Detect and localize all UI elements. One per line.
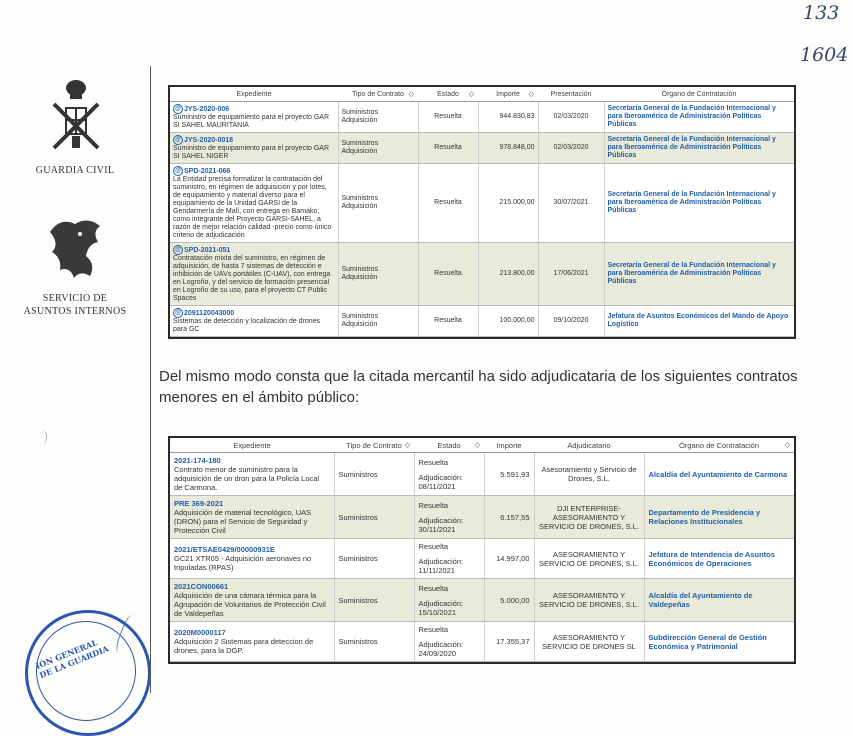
- cell-importe: 215.000,00: [478, 164, 538, 243]
- cell-tipo: Suministros: [334, 496, 414, 539]
- col-header-organo[interactable]: Órgano de Contratación: [604, 87, 794, 102]
- expediente-code: SPD-2021-066: [184, 167, 231, 175]
- col-header-tipo[interactable]: Tipo de Contrato ◇: [338, 87, 418, 102]
- cell-organo-link[interactable]: Jefatura de Asuntos Económicos del Mando de Apoyo Logístico: [604, 306, 794, 337]
- expediente-code-link[interactable]: [173, 135, 335, 145]
- estado-value: Resuelta: [418, 583, 449, 593]
- adjudicacion-label: Adjudicación:: [418, 472, 464, 482]
- table-row: [170, 243, 794, 306]
- sort-icon[interactable]: ◇: [468, 91, 474, 98]
- expediente-description: La Entidad precisa formalizar la contratación del suministro, en régimen de adquisición y por lotes, de equipamiento y material diverso para el equipamiento de la Unidad GARSI de la Gendarmería de Malí, con entrega en Bamako, como integrante del Proyecto GARSI-SAHEL, a razón de mejor relación calidad -precio como único criterio de adjudicación: [173, 176, 332, 239]
- cell-estado: Resuelta: [418, 243, 478, 306]
- cell-importe: 978.848,00: [478, 133, 538, 164]
- cell-organo-link[interactable]: Secretaría General de la Fundación Internacional y para Iberoamérica de Administración Políticas Públicas: [604, 133, 794, 164]
- handwritten-number-top: 133: [803, 2, 840, 24]
- table-row: [170, 579, 794, 622]
- cell-tipo: Suministros: [334, 539, 414, 579]
- cell-organo-link[interactable]: Subdirección General de Gestión Económica y Patrimonial: [644, 622, 794, 662]
- cell-organo-link[interactable]: Alcaldía del Ayuntamiento de Valdepeñas: [644, 579, 794, 622]
- cell-organo-link[interactable]: Departamento de Presidencia y Relaciones Institucionales: [644, 496, 794, 539]
- org-name-guardia-civil: GUARDIA CIVIL: [35, 165, 115, 176]
- cell-tipo: Suministros Adquisición: [338, 243, 418, 306]
- col-header-expediente[interactable]: Expediente: [170, 87, 338, 102]
- cell-expediente: [170, 306, 338, 337]
- adjudicacion-date: 30/11/2021: [418, 524, 456, 534]
- expediente-code-link[interactable]: 2021CON00661: [174, 582, 229, 591]
- cell-importe: 5.000,00: [484, 579, 534, 622]
- dragon-emblem-icon: [40, 212, 110, 282]
- expediente-code-link[interactable]: [173, 104, 335, 114]
- table-row: [170, 133, 794, 164]
- cell-estado: [414, 622, 484, 662]
- expediente-description: GC21 XTR05 - Adquisición aeronaves no tripuladas (RPAS): [174, 554, 312, 572]
- col-header-estado[interactable]: Estado ◇: [418, 87, 478, 102]
- cell-organo-link[interactable]: Secretaría General de la Fundación Internacional y para Iberoamérica de Administración Políticas Públicas: [604, 243, 794, 306]
- cell-tipo: Suministros Adquisición: [338, 102, 418, 133]
- adjudicacion-label: Adjudicación:: [418, 557, 464, 566]
- estado-value: Resuelta: [418, 542, 449, 551]
- table-row: [170, 306, 794, 337]
- cell-estado: [414, 496, 484, 539]
- cell-organo-link[interactable]: Secretaría General de la Fundación Internacional y para Iberoamérica de Administración Políticas Públicas: [604, 102, 794, 133]
- margin-mark: [38, 430, 47, 444]
- cell-tipo: Suministros Adquisición: [338, 133, 418, 164]
- stamp-text: IÓN GENERAL DE LA GUARDIA: [34, 637, 111, 681]
- cell-tipo: Suministros: [334, 622, 414, 662]
- cell-estado: [414, 579, 484, 622]
- expediente-description: Adquisición de material tecnológico, UAS (DRON) para el Servicio de Seguridad y Protección Civil: [174, 508, 312, 535]
- col-header-organo[interactable]: Órgano de Contratación ◇: [644, 438, 794, 453]
- expediente-description: Contrato menor de suministro para la adquisición de un dron para la Policía Local de Carmona.: [174, 465, 320, 492]
- cell-tipo: Suministros: [334, 579, 414, 622]
- adjudicacion-label: Adjudicación:: [418, 640, 464, 649]
- expediente-code-link[interactable]: [173, 308, 335, 318]
- expediente-code-link[interactable]: [173, 166, 335, 176]
- col-header-importe[interactable]: Importe ◇: [478, 87, 538, 102]
- expediente-code-link[interactable]: 2021/ETSAE0429/00000931E: [174, 545, 275, 554]
- adjudicacion-date: 08/11/2021: [418, 481, 456, 491]
- adjudicacion-date: 15/10/2021: [418, 607, 457, 617]
- cell-organo-link[interactable]: Alcaldía del Ayuntamiento de Carmona: [644, 453, 794, 496]
- cell-expediente: [170, 164, 338, 243]
- body-paragraph: Del mismo modo consta que la citada mercantil ha sido adjudicataria de los siguientes contratos menores en el ámbito público:: [159, 368, 798, 406]
- table-header-row: [170, 438, 794, 453]
- adjudicacion-date: 24/09/2020: [418, 649, 457, 658]
- expediente-description: Suministro de equipamiento para el proyecto GAR SI SAHEL NIGER: [173, 145, 330, 160]
- sort-icon[interactable]: ◇: [474, 442, 480, 449]
- globe-icon: @: [173, 166, 183, 176]
- cell-adjudicatario: Asesoramiento y Servicio de Drones, S.L.: [534, 453, 644, 496]
- table-row: [170, 622, 794, 662]
- estado-value: Resuelta: [418, 500, 449, 510]
- expediente-code: JYS-2020-006: [184, 105, 230, 113]
- expediente-code-link[interactable]: PRE 369-2021: [174, 499, 224, 508]
- guardia-civil-emblem-icon: [48, 78, 104, 154]
- expediente-description: Contratación mixta del suministro, en régimen de adquisición, de hasta 7 sistemas de detección e inhibición de UAVs portátiles (C-UAV), con entrega en Logroño, y del servicio de formación presencial en Logroño de su uso, para el proyecto CT Public Spaces: [173, 255, 331, 302]
- cell-adjudicatario: ASESORAMIENTO Y SERVICIO DE DRONES, S.L.: [534, 579, 644, 622]
- col-header-importe[interactable]: Importe: [484, 438, 534, 453]
- sort-icon[interactable]: ◇: [404, 442, 410, 449]
- expediente-description: Adquisición 2 Sistemas para deteccion de drones, para la DGP.: [174, 637, 314, 655]
- cell-presentacion: 30/07/2021: [538, 164, 604, 243]
- cell-adjudicatario: DJI ENTERPRISE-ASESORAMIENTO Y SERVICIO DE DRONES, S.L.: [534, 496, 644, 539]
- expediente-code-link[interactable]: 2020M0000117: [174, 628, 226, 637]
- sort-icon[interactable]: ◇: [784, 442, 790, 449]
- cell-estado: Resuelta: [418, 102, 478, 133]
- estado-value: Resuelta: [418, 625, 449, 634]
- org-name-asuntos-internos-1: SERVICIO DE: [42, 293, 108, 304]
- sidebar: [0, 0, 150, 693]
- cell-importe: 14.997,00: [484, 539, 534, 579]
- table-row: [170, 102, 794, 133]
- expediente-code: JYS-2020-0018: [184, 136, 234, 144]
- cell-importe: 6.157,55: [484, 496, 534, 539]
- cell-organo-link[interactable]: Jefatura de Intendencia de Asuntos Económicos de Operaciones: [644, 539, 794, 579]
- cell-estado: Resuelta: [418, 133, 478, 164]
- cell-importe: 213.800,00: [478, 243, 538, 306]
- cell-estado: Resuelta: [418, 306, 478, 337]
- sort-icon[interactable]: ◇: [528, 91, 534, 98]
- cell-expediente: [170, 243, 338, 306]
- cell-organo-link[interactable]: Secretaría General de la Fundación Internacional y para Iberoamérica de Administración Políticas Públicas: [604, 164, 794, 243]
- cell-presentacion: 02/03/2020: [538, 102, 604, 133]
- col-header-expediente[interactable]: Expediente: [170, 438, 334, 453]
- cell-presentacion: 02/03/2020: [538, 133, 604, 164]
- org-name-asuntos-internos-2: ASUNTOS INTERNOS: [23, 306, 127, 317]
- sort-icon[interactable]: ◇: [408, 91, 414, 98]
- cell-expediente: [170, 453, 334, 496]
- cell-expediente: [170, 539, 334, 579]
- adjudicacion-label: Adjudicación:: [418, 515, 464, 525]
- expediente-code-link[interactable]: [173, 245, 335, 255]
- cell-importe: 17.355,37: [484, 622, 534, 662]
- cell-importe: 5.591,93: [484, 453, 534, 496]
- expediente-code-link[interactable]: 2021-174-180: [174, 456, 221, 465]
- expediente-code: SPD-2021-051: [184, 246, 231, 254]
- col-header-tipo[interactable]: Tipo de Contrato ◇: [334, 438, 414, 453]
- expediente-description: Adquisición de una cámara térmica para la Agrupación de Voluntarios de Protección Civil de Valdepeñas: [174, 591, 326, 618]
- cell-tipo: Suministros: [334, 453, 414, 496]
- globe-icon: @: [173, 245, 183, 255]
- expediente-description: Sistemas de detección y localización de drones para GC: [173, 318, 321, 333]
- globe-icon: @: [173, 135, 183, 145]
- public-contracts-table: [168, 85, 796, 339]
- globe-icon: @: [173, 308, 183, 318]
- adjudicacion-date: 11/11/2021: [418, 566, 455, 575]
- cell-expediente: [170, 133, 338, 164]
- globe-icon: @: [173, 104, 183, 114]
- cell-tipo: Suministros Adquisición: [338, 306, 418, 337]
- col-header-presentacion[interactable]: Presentación: [538, 87, 604, 102]
- cell-expediente: [170, 496, 334, 539]
- expediente-description: Suministro de equipamiento para el proyecto GAR SI SAHEL MAURITANIA: [173, 114, 330, 129]
- cell-adjudicatario: ASESORAMIENTO Y SERVICIO DE DRONES SL: [534, 622, 644, 662]
- cell-presentacion: 17/06/2021: [538, 243, 604, 306]
- col-header-estado[interactable]: Estado ◇: [414, 438, 484, 453]
- table-header-row: [170, 87, 794, 102]
- cell-expediente: [170, 622, 334, 662]
- margin-rule: [150, 66, 151, 693]
- estado-value: Resuelta: [418, 457, 449, 467]
- handwritten-number-bottom: 1604: [800, 44, 849, 66]
- cell-tipo: Suministros Adquisición: [338, 164, 418, 243]
- cell-estado: [414, 539, 484, 579]
- col-header-adjudicatario[interactable]: Adjudicatario: [534, 438, 644, 453]
- cell-adjudicatario: ASESORAMIENTO Y SERVICIO DE DRONES, S.L.: [534, 539, 644, 579]
- cell-expediente: [170, 579, 334, 622]
- minor-contracts-table: [168, 436, 796, 664]
- cell-expediente: [170, 102, 338, 133]
- cell-estado: Resuelta: [418, 164, 478, 243]
- table-row: [170, 164, 794, 243]
- cell-importe: 100.000,00: [478, 306, 538, 337]
- adjudicacion-label: Adjudicación:: [418, 598, 464, 608]
- table-row: [170, 539, 794, 579]
- cell-presentacion: 09/10/2020: [538, 306, 604, 337]
- table-row: [170, 496, 794, 539]
- expediente-code: 2091120043000: [184, 309, 235, 317]
- table-row: [170, 453, 794, 496]
- cell-importe: 944.830,83: [478, 102, 538, 133]
- cell-estado: [414, 453, 484, 496]
